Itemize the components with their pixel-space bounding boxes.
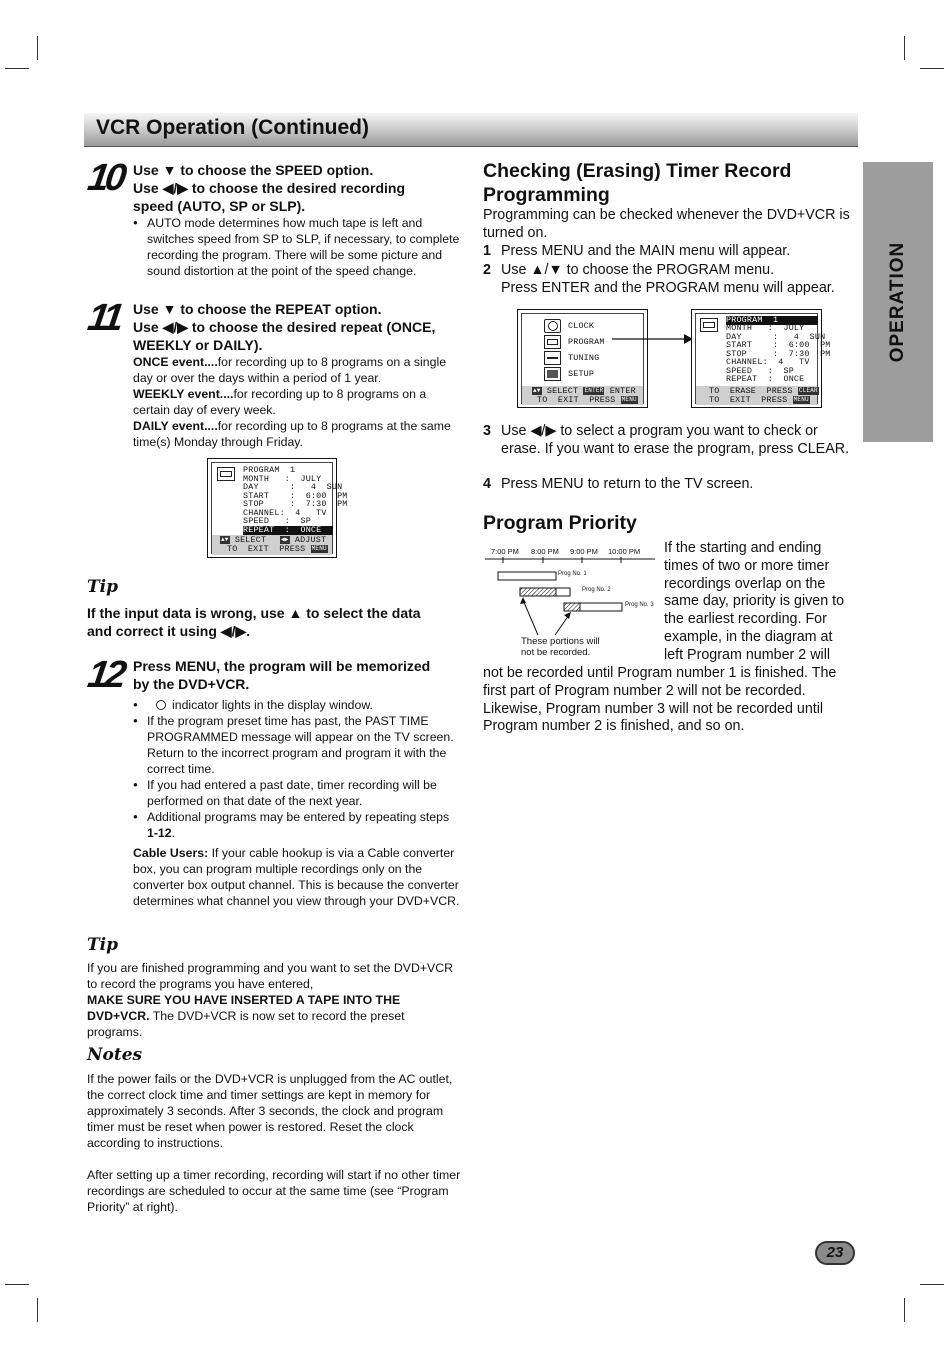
step-10-instructions xyxy=(133,161,463,215)
osd-menu-program: PROGRAM xyxy=(568,337,605,347)
step-11-line2: Use ◀/▶ to choose the desired repeat (ONCE, xyxy=(133,319,436,335)
osd-speed-line: SPEED : SP xyxy=(243,516,311,526)
osd-program-line: PROGRAM 1 xyxy=(726,316,818,325)
time-label: 9:00 PM xyxy=(570,547,598,556)
prog-label: Prog No. 2 xyxy=(582,587,611,593)
notes-paragraph-2: After setting up a timer recording, recording will start if no other timer recordings are scheduled to occur at the same time (see “Program Priority” at right). xyxy=(87,1168,461,1214)
time-label: 8:00 PM xyxy=(531,547,559,556)
osd-footer: TO ERASE PRESS CLEAR TO EXIT PRESS MENU xyxy=(696,386,817,405)
time-label: 7:00 PM xyxy=(491,547,519,556)
list-item: 4 Press MENU to return to the TV screen. xyxy=(483,476,754,492)
list-item: ● AUTO mode determines how much tape is left and switches speed from SP to SLP, if necessary, to complete recording the program. There will be some picture and sound distortion at the point of the speed change. xyxy=(133,215,463,279)
osd-menu-clock: CLOCK xyxy=(568,321,595,331)
list-item: 2 Use ▲/▼ to choose the PROGRAM menu. Press ENTER and the PROGRAM menu will appear. xyxy=(483,262,835,296)
tuning-icon xyxy=(544,351,561,365)
osd-month-line: MONTH : JULY xyxy=(243,473,322,484)
tip-heading: Tip xyxy=(87,935,118,955)
tip-2-text: If you are finished programming and you want to set the DVD+VCR to record the programs you have entered, MAKE SURE YOU HAVE INSERTED A TAPE INTO THE DVD+VCR. The DVD+VCR is now set to record the preset programs. xyxy=(87,961,454,1039)
crop-mark xyxy=(5,68,29,69)
list-item: ● Additional programs may be entered by repeating steps 1-12. xyxy=(133,809,463,841)
list-item: 1 Press MENU and the MAIN menu will appear. xyxy=(483,243,791,259)
notes-heading: Notes xyxy=(87,1045,143,1065)
priority-body: not be recorded until Program number 1 is finished. The first part of Program number 2 will not be recorded. Likewise, Program number 3 will not be recorded until Program number 2 is finished, and so on. xyxy=(483,665,837,735)
time-label: 10:00 PM xyxy=(608,547,641,556)
step-10-line2: Use ◀/▶ to choose the desired recording xyxy=(133,180,406,196)
step-number-10: 10 xyxy=(85,157,126,199)
step-10-line1: Use ▼ to choose the SPEED option. xyxy=(133,162,374,178)
tip-1-text: If the input data is wrong, use ▲ to select the data and correct it using ◀/▶. xyxy=(87,605,421,639)
menu-key-icon: MENU xyxy=(621,396,637,403)
step-11-line1: Use ▼ to choose the REPEAT option. xyxy=(133,301,382,317)
program-icon xyxy=(217,467,235,481)
section-tab-label: OPERATION xyxy=(887,241,908,363)
once-description: ONCE event....for recording up to 8 programs on a single day or over the days within a period of 1 year. xyxy=(133,355,447,385)
step-10-bullets xyxy=(133,215,463,279)
osd-repeat-screen xyxy=(207,458,348,558)
clock-icon xyxy=(544,319,561,333)
clear-key-icon: CLEAR xyxy=(798,387,818,394)
list-item: ● indicator lights in the display window. xyxy=(133,697,463,713)
page-title: VCR Operation (Continued) xyxy=(96,116,369,139)
menu-key-icon: MENU xyxy=(311,545,327,552)
step-number-11: 11 xyxy=(85,297,123,339)
notes-paragraph-1: If the power fails or the DVD+VCR is unplugged from the AC outlet, the correct clock time and timer settings are kept in memory for approximately 3 seconds. After 3 seconds, the clock and program timer must be reset when power is restored. Reset the clock according to instructions. xyxy=(87,1072,453,1150)
program-icon xyxy=(700,318,718,332)
osd-footer: ▲▼ SELECT ◀▶ ADJUST TO EXIT PRESS MENU xyxy=(212,535,332,555)
crop-mark xyxy=(904,36,905,60)
crop-mark xyxy=(904,1298,905,1322)
step-11-line3: WEEKLY or DAILY). xyxy=(133,337,263,353)
step-12-bullets xyxy=(133,697,463,841)
crop-mark xyxy=(920,68,944,69)
header-bar xyxy=(84,113,858,147)
priority-heading: Program Priority xyxy=(483,512,637,534)
cable-users-note: Cable Users: If your cable hookup is via a Cable converter box, you can program multiple recordings only on the converter box output channel. This is because the converter determines what channel you view through your DVD+VCR. xyxy=(133,846,460,908)
crop-mark xyxy=(920,1284,944,1285)
osd-menu-tuning: TUNING xyxy=(568,353,600,363)
osd-repeat-line: REPEAT : ONCE xyxy=(243,524,338,535)
weekly-description: WEEKLY event....for recording up to 8 programs on a certain day of every week. xyxy=(133,387,427,417)
left-right-key-icon: ◀▶ xyxy=(281,536,289,543)
step-10-line3: speed (AUTO, SP or SLP). xyxy=(133,198,306,214)
osd-main-menu xyxy=(517,309,648,408)
osd-menu-setup: SETUP xyxy=(568,369,595,379)
daily-description: DAILY event....for recording up to 8 programs at the same time(s) Monday through Friday. xyxy=(133,419,451,449)
checking-heading: Checking (Erasing) Timer Record Programming xyxy=(483,160,792,206)
list-item: 3 Use ◀/▶ to select a program you want to check or erase. If you want to erase the program, press CLEAR. xyxy=(483,423,850,457)
step-11-instructions xyxy=(133,300,468,354)
setup-icon xyxy=(544,367,561,381)
osd-start-line: START : 6:00 PM xyxy=(243,490,348,501)
prog-label: Prog No. 1 xyxy=(558,571,587,577)
osd-stop-line: STOP : 7:30 PM xyxy=(243,499,348,509)
crop-mark xyxy=(37,36,38,60)
page-number: 23 xyxy=(826,1244,844,1261)
up-down-key-icon: ▲▼ xyxy=(533,387,541,394)
section-tab xyxy=(863,162,933,442)
tip-heading: Tip xyxy=(87,577,118,597)
step-number-12: 12 xyxy=(85,654,126,696)
osd-day-line: DAY : 4 SUN xyxy=(243,482,343,492)
priority-side-text: If the starting and ending times of two or more timer recordings overlap on the same day, priority is given to the earliest recording. For example, in the diagram at left Program number 2 will xyxy=(664,540,845,663)
menu-key-icon: MENU xyxy=(793,396,809,403)
up-down-key-icon: ▲▼ xyxy=(221,536,229,543)
list-item: ● If the program preset time has past, the PAST TIME PROGRAMMED message will appear on the TV screen. Return to the incorrect program and program it with the correct time. xyxy=(133,713,463,777)
diagram-caption: These portions will not be recorded. xyxy=(521,636,600,658)
osd-channel-line: CHANNEL: 4 TV xyxy=(243,507,327,518)
prog-label: Prog No. 3 xyxy=(625,602,654,608)
crop-mark xyxy=(37,1298,38,1322)
priority-diagram xyxy=(483,541,658,666)
osd-program-line: PROGRAM 1 xyxy=(243,465,296,475)
arrow-right-icon xyxy=(612,332,694,346)
list-item: ● If you had entered a past date, timer recording will be performed on that date of the next year. xyxy=(133,777,463,809)
osd-footer: ▲▼ SELECT ENTER ENTER TO EXIT PRESS MENU xyxy=(522,386,643,405)
checking-intro: Programming can be checked whenever the DVD+VCR is turned on. xyxy=(483,207,850,241)
osd-program-screen: PROGRAM 1 MONTH : JULY DAY : 4 SUN START : 6:00 PM STOP : 7:30 PM CHANNEL: 4 TV SPEED : SP REPEAT : ONCE TO ERASE PRESS CLEAR TO EXIT PRESS MENU xyxy=(691,309,822,408)
repeat-descriptions xyxy=(133,354,463,450)
timer-clock-icon xyxy=(156,700,166,710)
step-12-instructions: Press MENU, the program will be memorized by the DVD+VCR. xyxy=(133,658,431,692)
page-number-badge xyxy=(815,1241,855,1265)
crop-mark xyxy=(5,1284,29,1285)
timeline-graphic xyxy=(483,555,658,645)
program-icon xyxy=(544,335,561,349)
